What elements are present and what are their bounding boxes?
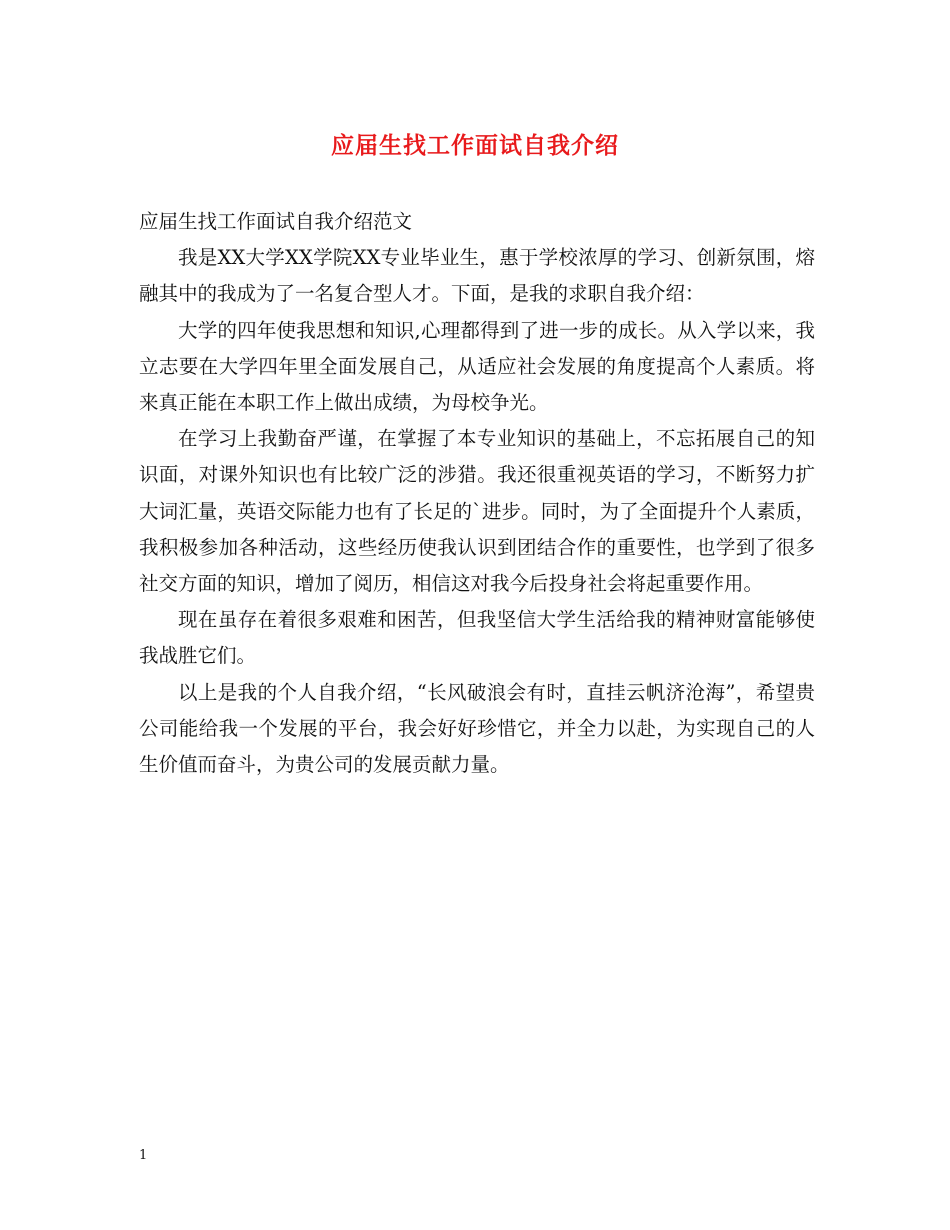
paragraph-conclusion: 以上是我的个人自我介绍，“长风破浪会有时，直挂云帆济沧海”，希望贵公司能给我一个发展的平台，我会好好珍惜它，并全力以赴，为实现自己的人生价值而奋斗，为贵公司的发展贡献力量。 <box>139 680 815 777</box>
document-title: 应届生找工作面试自我介绍 <box>331 132 619 159</box>
paragraph-intro: 我是XX大学XX学院XX专业毕业生，惠于学校浓厚的学习、创新氛围，熔融其中的我成为了一名复合型人才。下面，是我的求职自我介绍： <box>139 246 815 306</box>
document-subtitle: 应届生找工作面试自我介绍范文 <box>139 210 413 233</box>
page-number: 1 <box>139 1148 148 1163</box>
paragraph-difficulties: 现在虽存在着很多艰难和困苦，但我坚信大学生活给我的精神财富能够使我战胜它们。 <box>139 608 815 668</box>
document-body <box>139 204 815 783</box>
paragraph-university-growth: 大学的四年使我思想和知识,心理都得到了进一步的成长。从入学以来，我立志要在大学四年里全面发展自己，从适应社会发展的角度提高个人素质。将来真正能在本职工作上做出成绩，为母校争光。 <box>139 318 815 415</box>
paragraph-study: 在学习上我勤奋严谨，在掌握了本专业知识的基础上，不忘拓展自己的知识面，对课外知识也有比较广泛的涉猎。我还很重视英语的学习，不断努力扩大词汇量，英语交际能力也有了长足的`进步。同时，为了全面提升个人素质，我积极参加各种活动，这些经历使我认识到团结合作的重要性，也学到了很多社交方面的知识，增加了阅历，相信这对我今后投身社会将起重要作用。 <box>139 427 815 596</box>
